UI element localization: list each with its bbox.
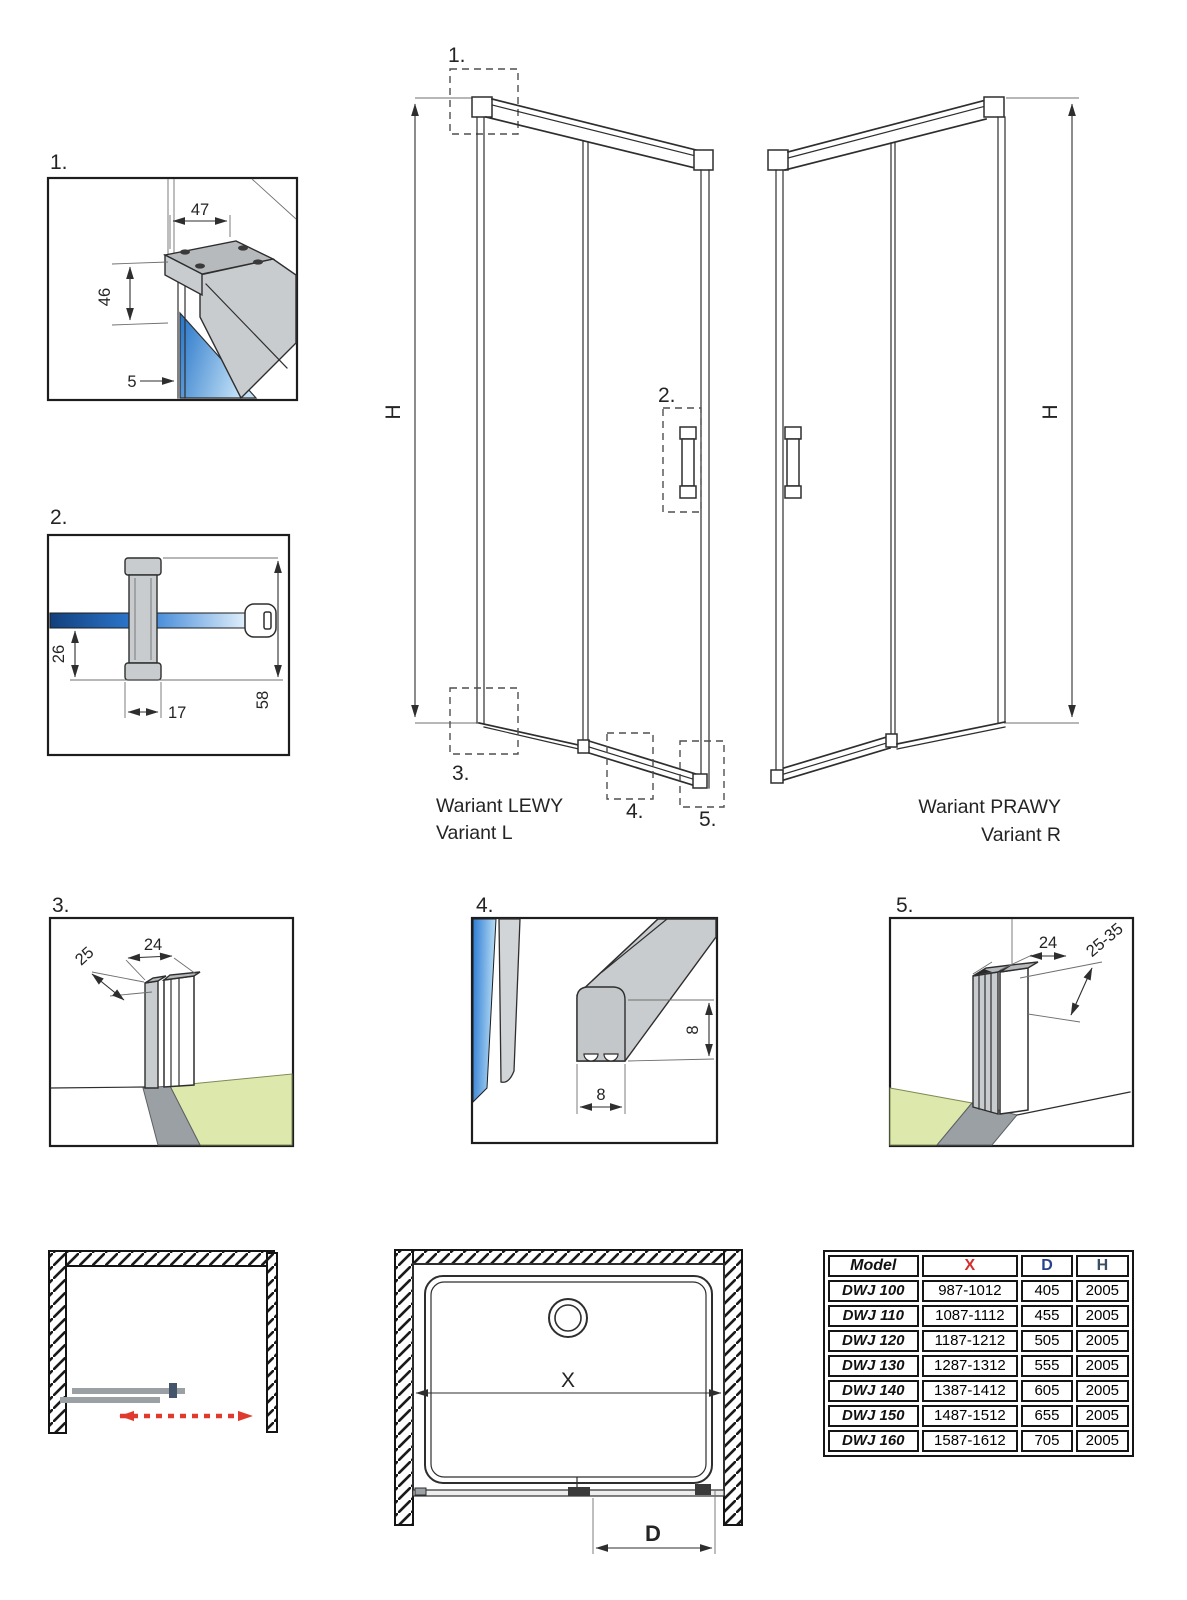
plan-wall-left <box>395 1250 413 1525</box>
roller-right <box>695 1484 711 1495</box>
door-handle-right <box>785 427 801 498</box>
wall-left <box>49 1251 66 1433</box>
detail-2-handle <box>40 500 300 762</box>
col-x: X <box>922 1255 1019 1277</box>
dim-58: 58 <box>254 690 272 710</box>
table-row: DWJ 120 1187-1212 505 2005 <box>828 1330 1129 1352</box>
callout-label-3: 3. <box>452 762 470 785</box>
detail-5-adjust-profile <box>880 888 1143 1150</box>
table-row: DWJ 100 987-1012 405 2005 <box>828 1280 1129 1302</box>
wall-top <box>49 1251 274 1266</box>
door-handle-mark <box>169 1383 177 1398</box>
table-header-row <box>828 1255 1129 1277</box>
detail-2-label: 2. <box>50 506 68 529</box>
plan-wall-right <box>724 1250 742 1525</box>
detail-4-bottom-seal <box>462 888 727 1150</box>
d-dim-label: D <box>645 1521 661 1546</box>
table-row: DWJ 160 1587-1612 705 2005 <box>828 1430 1129 1452</box>
table-row: DWJ 130 1287-1312 555 2005 <box>828 1355 1129 1377</box>
dim-17: 17 <box>168 704 187 722</box>
dim-25-35: 25-35 <box>1082 919 1127 961</box>
variant-right-line2: Variant R <box>981 824 1061 846</box>
main-door-drawing <box>380 40 1100 850</box>
dim-24-d3: 24 <box>143 936 163 954</box>
callout-label-4: 4. <box>626 800 644 823</box>
door-panel-sliding <box>60 1397 160 1403</box>
dim-8h: 8 <box>596 1086 606 1104</box>
door-variant-right <box>768 97 1079 846</box>
callout-label-5: 5. <box>699 808 717 831</box>
callout-label-1: 1. <box>448 44 466 67</box>
detail-1-label: 1. <box>50 151 68 174</box>
callout-label-2: 2. <box>658 384 676 407</box>
plan-tray-view <box>385 1240 755 1560</box>
detail-3-wall-profile <box>40 888 300 1150</box>
dim-24-d5: 24 <box>1038 934 1058 952</box>
size-table <box>823 1250 1134 1457</box>
door-panel-fixed <box>72 1388 185 1394</box>
plan-slide-sketch <box>40 1240 290 1440</box>
detail-5-label: 5. <box>896 894 914 917</box>
detail-1-top-bracket <box>40 145 300 405</box>
col-h: H <box>1076 1255 1129 1277</box>
table-row: DWJ 110 1087-1112 455 2005 <box>828 1305 1129 1327</box>
x-dim-label: X <box>560 1369 576 1392</box>
door-variant-left <box>382 44 724 844</box>
size-table-wrap <box>823 1250 1134 1457</box>
variant-left-line1: Wariant LEWY <box>436 795 564 817</box>
table-row: DWJ 150 1487-1512 655 2005 <box>828 1405 1129 1427</box>
dim-25: 25 <box>71 943 98 970</box>
dim-46: 46 <box>96 287 114 307</box>
door-handle-left <box>680 427 696 498</box>
col-d: D <box>1021 1255 1072 1277</box>
dim-47: 47 <box>190 201 210 219</box>
detail-4-label: 4. <box>476 894 494 917</box>
h-dim-left: H <box>382 404 405 420</box>
dim-5: 5 <box>127 373 137 391</box>
guide-left <box>415 1488 426 1495</box>
plan-wall-top <box>395 1250 742 1264</box>
table-row: DWJ 140 1387-1412 605 2005 <box>828 1380 1129 1402</box>
roller-center <box>568 1487 590 1496</box>
variant-left-line2: Variant L <box>436 822 513 844</box>
detail-3-label: 3. <box>52 894 70 917</box>
dim-8v: 8 <box>684 1025 702 1035</box>
variant-right-line1: Wariant PRAWY <box>918 796 1061 818</box>
h-dim-right: H <box>1039 404 1062 420</box>
wall-right <box>267 1253 277 1432</box>
dim-26: 26 <box>50 644 68 664</box>
col-model: Model <box>828 1255 919 1277</box>
